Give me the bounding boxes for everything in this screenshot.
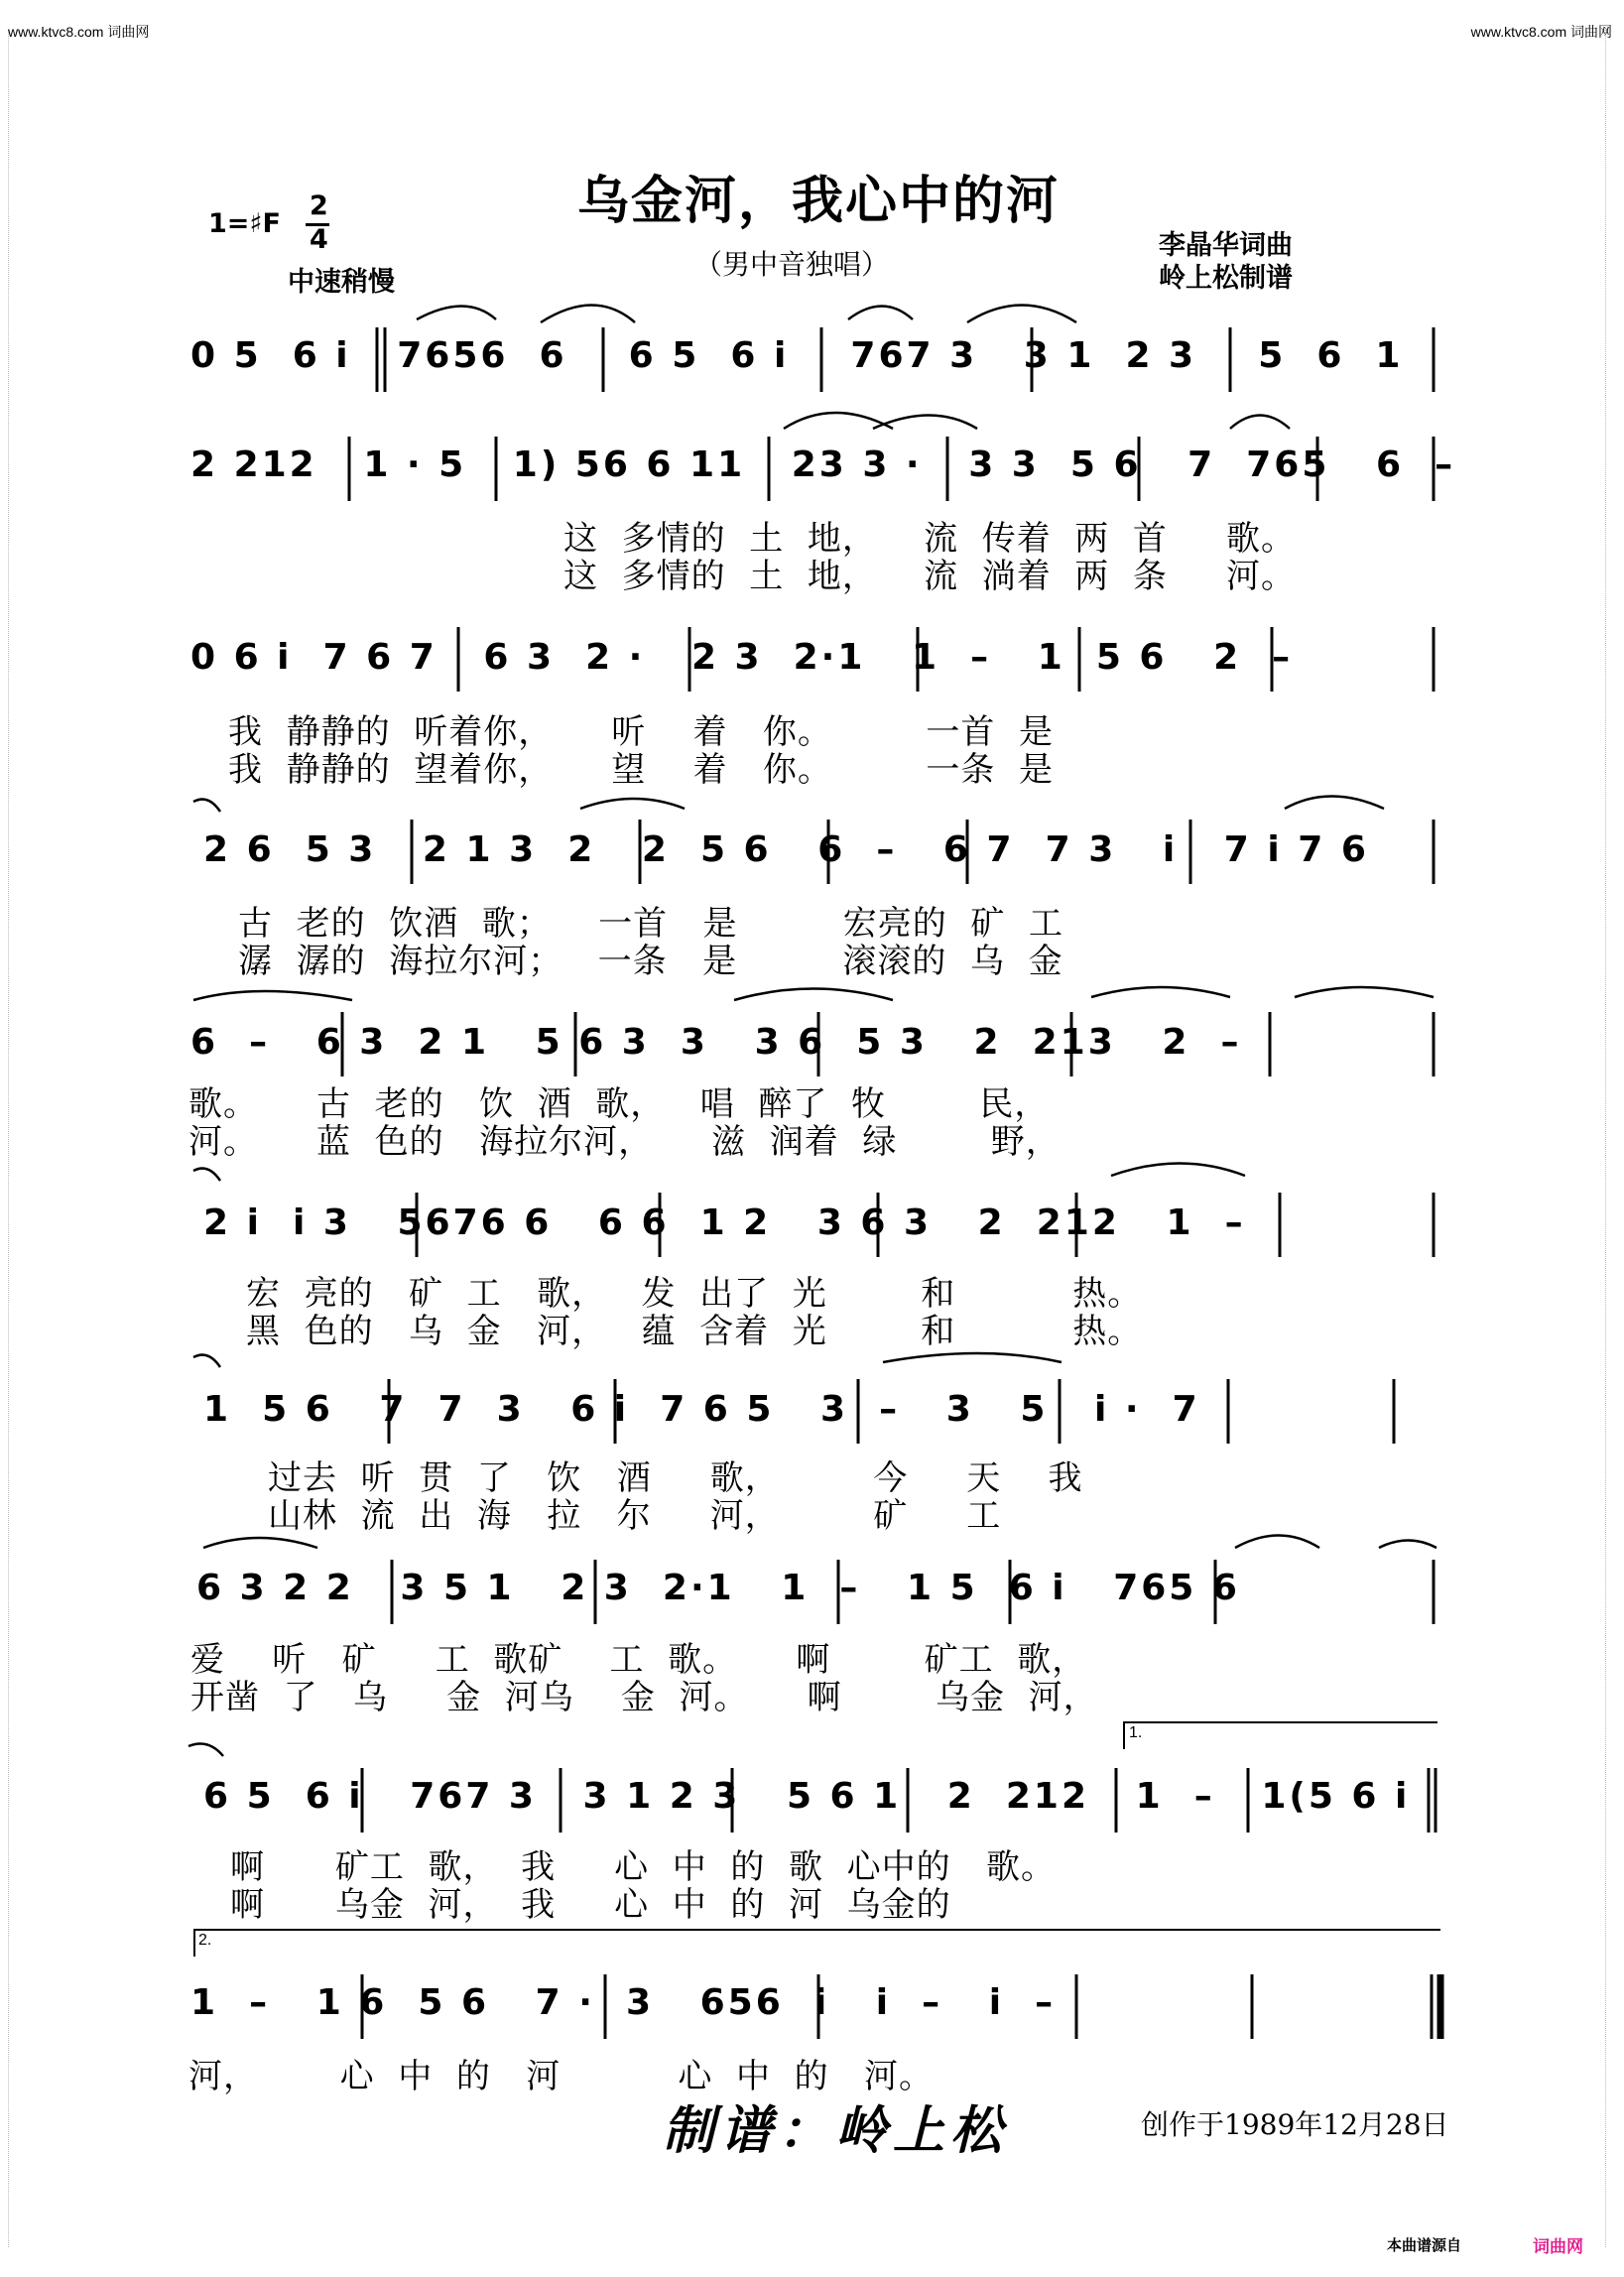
song-subtitle: （男中音独唱） [694, 248, 890, 281]
lyric-line-5a: 歌。 古 老的 饮 酒 歌， 唱 醉了 牧 民， [188, 1084, 1050, 1124]
lyric-line-7a: 过去 听 贯 了 饮 酒 歌， 今 天 我 [268, 1458, 1083, 1498]
arranger-signature: 制谱：岭上松 [663, 2100, 1009, 2161]
site-watermark-left: www.ktvc8.com 词曲网 [8, 24, 150, 40]
notation-line-7: 1 5 6 7 7 3 6 i 7 6 5 3 – 3 5 i · 7 [203, 1389, 1200, 1430]
lyric-line-2b: 这 多情的 土 地， 流 淌着 两 条 河。 [563, 557, 1296, 596]
lyric-line-6a: 宏 亮的 矿 工 歌， 发 出了 光 和 热。 [246, 1274, 1143, 1314]
key-signature: 1=♯F [208, 208, 281, 239]
credit-lyrics-music: 李晶华词曲 [1159, 230, 1293, 261]
lyric-line-8a: 爱 听 矿 工 歌矿 工 歌。 啊 矿工 歌， [190, 1640, 1087, 1680]
song-title: 乌金河，我心中的河 [577, 172, 1061, 231]
volta-1-label: 1. [1129, 1724, 1143, 1741]
notation-line-6: 2 i i 3 5676 6 6 6 1 2 3 6 3 2 212 1 – [203, 1202, 1246, 1243]
site-watermark-right: www.ktvc8.com 词曲网 [1470, 24, 1612, 40]
tempo-marking: 中速稍慢 [288, 267, 395, 298]
lyric-line-8b: 开凿 了 乌 金 河乌 金 河。 啊 乌金 河， [190, 1678, 1098, 1717]
lyric-line-3a: 我 静静的 听着你， 听 着 你。 一首 是 [228, 712, 1054, 752]
credit-arranger: 岭上松制谱 [1159, 263, 1293, 294]
notation-line-2: 2 212 1 · 5 1) 56 6 11 23 3 · 3 3 5 6 7 765 6 – [190, 444, 1456, 485]
volta-2-label: 2. [198, 1932, 212, 1949]
lyric-line-6b: 黑 色的 乌 金 河， 蕴 含着 光 和 热。 [246, 1312, 1143, 1351]
lyric-line-4a: 古 老的 饮酒 歌； 一首 是 宏亮的 矿 工 [238, 904, 1063, 944]
time-signature-top: 2 [310, 190, 328, 221]
lyric-line-2a: 这 多情的 土 地， 流 传着 两 首 歌。 [563, 519, 1296, 559]
notation-line-8: 6 3 2 2 3 5 1 2 3 2·1 1 – 1 5 6 i 765 6 [196, 1568, 1240, 1608]
footer-source-label: 本曲谱源自 [1387, 2236, 1462, 2254]
notation-line-9: 6 5 6 i 767 3 3 1 2 3 5 6 1 2 212 1 – 1(5 6 i [203, 1776, 1411, 1817]
lyric-line-3b: 我 静静的 望着你， 望 着 你。 一条 是 [228, 750, 1054, 790]
slur-group [188, 306, 1437, 1757]
time-signature-bottom: 4 [310, 224, 328, 255]
notation-line-5: 6 – 6 3 2 1 5 6 3 3 3 6 5 3 2 213 2 – [190, 1022, 1242, 1063]
composition-date: 创作于1989年12月28日 [1141, 2108, 1449, 2141]
lyric-line-9b: 啊 乌金 河， 我 心 中 的 河 乌金的 [230, 1885, 951, 1925]
barline-group [342, 327, 1440, 2039]
footer-brand-link[interactable]: 词曲网 [1533, 2237, 1583, 2257]
lyric-line-7b: 山林 流 出 海 拉 尔 河， 矿 工 [268, 1496, 1002, 1536]
notation-line-4: 2 6 5 3 2 1 3 2 2 5 6 6 – 6 7 7 3 i 7 i 7 6 [203, 829, 1369, 870]
notation-line-3: 0 6 i 7 6 7 6 3 2 · 2 3 2·1 1 – 1 5 6 2 – [190, 637, 1294, 678]
lyric-line-4b: 潺 潺的 海拉尔河； 一条 是 滚滚的 乌 金 [238, 942, 1063, 981]
lyric-line-5b: 河。 蓝 色的 海拉尔河， 滋 润着 绿 野， [188, 1122, 1061, 1162]
lyric-line-9a: 啊 矿工 歌， 我 心 中 的 歌 心中的 歌。 [230, 1847, 1056, 1887]
notation-line-1: 0 5 6 i 7656 6 6 5 6 i 767 3 3 1 2 3 5 6 1 [190, 335, 1404, 376]
notation-line-10: 1 – 1 6 5 6 7 · 3 656 i i – i – [190, 1982, 1057, 2023]
lyric-line-10a: 河， 心 中 的 河 心 中 的 河。 [188, 2057, 935, 2096]
